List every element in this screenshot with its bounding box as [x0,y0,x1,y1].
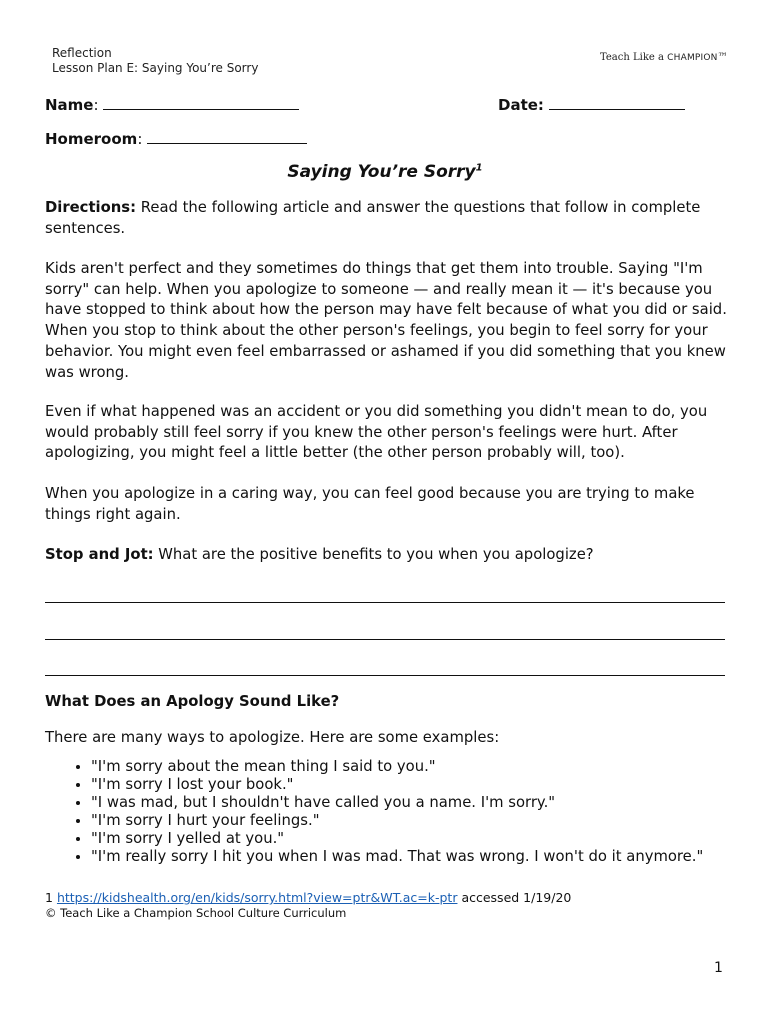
name-blank[interactable] [103,95,299,110]
list-item: • "I'm really sorry I hit you when I was mad. That was wrong. I won't do it anymore." [91,848,770,866]
brand-logo [600,52,728,63]
article-paragraph-1: Kids aren't perfect and they sometimes do things that get them into trouble. Saying "I'm sorry" can help. When you apologize to someone — and really mean it — it's because you have stopped to think about how the person may have felt because of what you did or said. When you stop to think about the other person's feelings, you begin to feel sorry for your behavior. You might even feel embarrassed or ashamed if you did something that you knew was wrong. [45,260,727,381]
list-item: • "I'm sorry I lost your book." [91,776,770,794]
homeroom-field: Homeroom: [45,129,307,148]
logo-brand: CHAMPION [667,53,718,63]
logo-trademark: ™ [717,52,728,63]
stop-and-jot [45,545,735,566]
source-link[interactable]: https://kidshealth.org/en/kids/sorry.html?view=ptr&WT.ac=k-ptr [56,890,458,905]
date-field [498,95,685,114]
header-category: Reflection [52,46,112,60]
title-text: Saying You’re Sorry [287,162,476,182]
directions-label: Directions: [45,199,137,216]
copyright: © Teach Like a Champion School Culture Curriculum [45,906,347,920]
directions [45,198,735,239]
logo-prefix: Teach Like a [600,52,668,63]
homeroom-blank[interactable] [147,129,307,144]
article-paragraph-3: When you apologize in a caring way, you can feel good because you are trying to make things right again. [45,485,695,523]
answer-line-3[interactable] [45,675,725,676]
stop-and-jot-label: Stop and Jot: [45,546,154,563]
article-paragraph-2: Even if what happened was an accident or you did something you didn't mean to do, you would probably still feel sorry if you knew the other person's feelings were hurt. After apologizing, you might feel a little better (the other person probably will, too). [45,403,708,462]
date-blank[interactable] [549,95,685,110]
homeroom-label: Homeroom [45,130,138,148]
page-title [0,162,770,182]
title-footnote-mark: 1 [475,162,483,174]
page-number: 1 [714,960,723,976]
directions-text: Read the following article and answer the questions that follow in complete sentences. [45,199,701,237]
date-label: Date: [498,96,544,114]
list-item: • "I'm sorry I hurt your feelings." [91,812,770,830]
answer-line-2[interactable] [45,639,725,640]
list-item: • "I was mad, but I shouldn't have called you a name. I'm sorry." [91,794,770,812]
answer-line-1[interactable] [45,602,725,603]
name-field: Name: [45,95,299,114]
list-item: • "I'm sorry about the mean thing I said to you." [91,758,770,776]
footnote-number: 1 [45,890,57,905]
document-header [52,46,258,76]
stop-and-jot-question: What are the positive benefits to you when you apologize? [153,546,594,563]
footnote-accessed: accessed 1/19/20 [457,890,572,905]
section-intro: There are many ways to apologize. Here are some examples: [45,729,500,746]
footnote [45,890,571,905]
header-lesson-plan: Lesson Plan E: Saying You’re Sorry [52,61,259,75]
apology-examples-list [45,758,770,866]
section-heading: What Does an Apology Sound Like? [45,693,340,710]
list-item: • "I'm sorry I yelled at you." [91,830,770,848]
name-label: Name [45,96,94,114]
